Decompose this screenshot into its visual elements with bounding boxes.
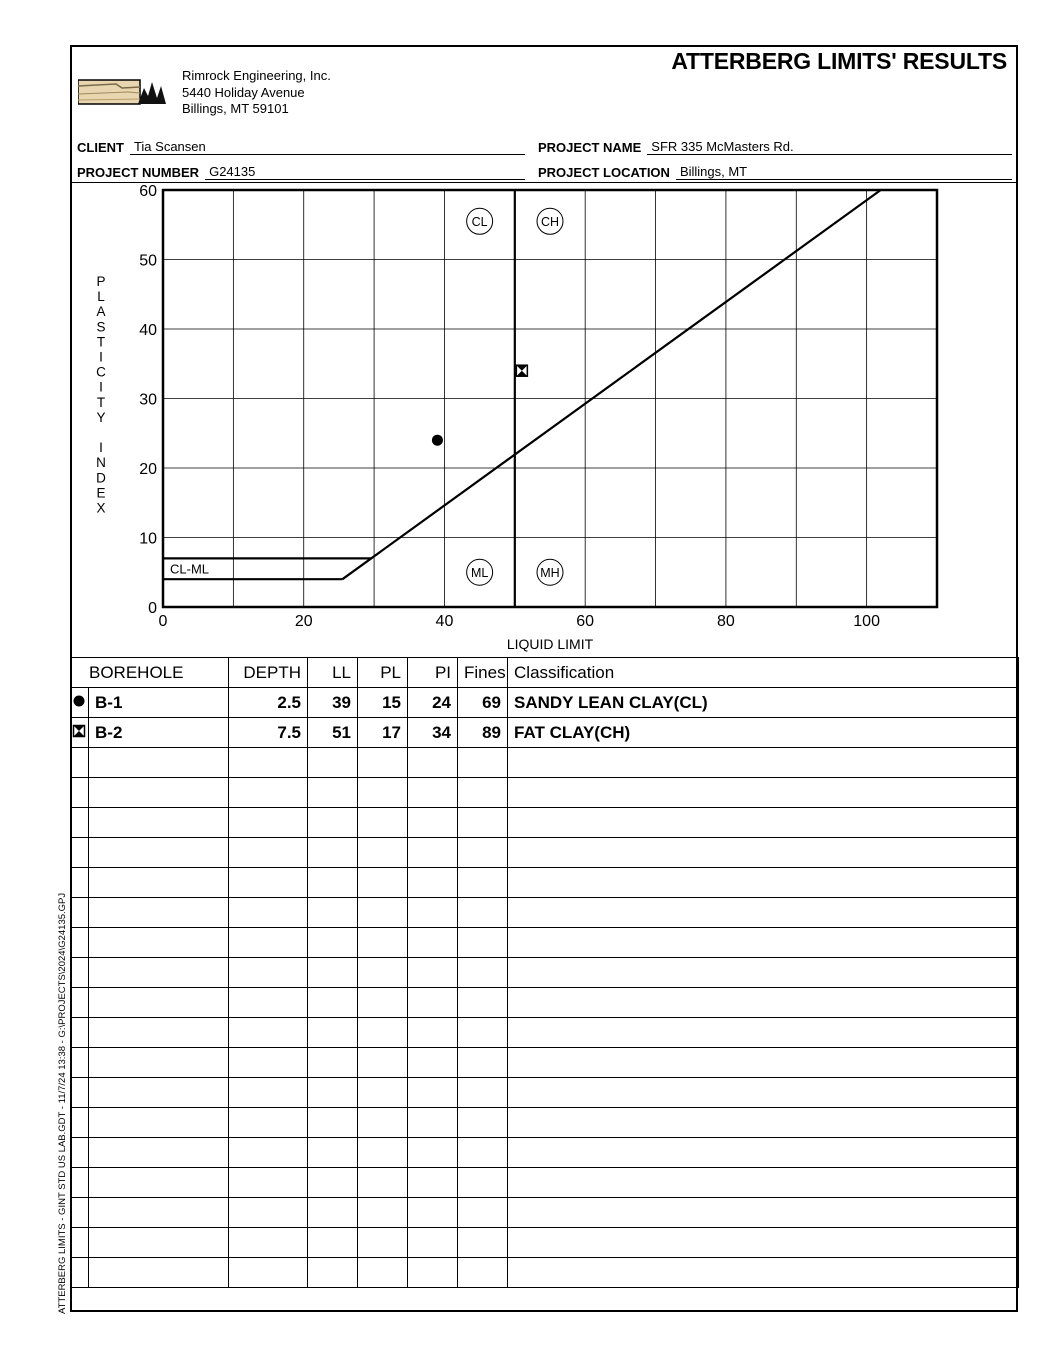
empty-cell: [89, 1078, 229, 1108]
empty-cell: [89, 1258, 229, 1288]
empty-cell: [458, 988, 508, 1018]
row-fines: 89: [458, 718, 508, 748]
empty-cell: [508, 1258, 1019, 1288]
project-number-row: [77, 164, 525, 180]
empty-cell: [408, 868, 458, 898]
empty-cell: [458, 808, 508, 838]
empty-cell: [508, 838, 1019, 868]
empty-cell: [89, 898, 229, 928]
empty-cell: [229, 1048, 308, 1078]
empty-cell: [229, 838, 308, 868]
project-number-label: PROJECT NUMBER: [77, 165, 200, 180]
empty-cell: [229, 1198, 308, 1228]
empty-cell: [408, 808, 458, 838]
x-tick-label: 100: [853, 613, 880, 630]
project-name-value: SFR 335 McMasters Rd.: [647, 139, 1012, 155]
empty-cell: [358, 1228, 408, 1258]
empty-cell: [508, 808, 1019, 838]
row-borehole: B-1: [89, 688, 229, 718]
empty-cell: [458, 1048, 508, 1078]
empty-cell: [71, 958, 89, 988]
project-name-row: [538, 139, 1012, 155]
empty-cell: [308, 1018, 358, 1048]
y-axis-label-char: E: [96, 485, 106, 501]
y-axis-label-char: I: [99, 379, 103, 395]
empty-cell: [229, 1078, 308, 1108]
empty-cell: [508, 898, 1019, 928]
empty-cell: [308, 748, 358, 778]
chart-grid: [163, 190, 937, 607]
empty-cell: [458, 1258, 508, 1288]
empty-table-row: [71, 1018, 1019, 1048]
empty-cell: [71, 1228, 89, 1258]
empty-table-row: [71, 1198, 1019, 1228]
empty-cell: [458, 898, 508, 928]
empty-table-row: [71, 868, 1019, 898]
project-number-value: G24135: [205, 164, 525, 180]
company-address-line2: Billings, MT 59101: [182, 101, 289, 116]
y-tick-label: 30: [139, 391, 157, 409]
row-ll: 39: [308, 688, 358, 718]
empty-cell: [71, 1048, 89, 1078]
row-pl: 15: [358, 688, 408, 718]
empty-cell: [308, 988, 358, 1018]
empty-cell: [458, 1078, 508, 1108]
empty-table-row: [71, 1258, 1019, 1288]
empty-cell: [71, 1168, 89, 1198]
empty-cell: [229, 1258, 308, 1288]
y-tick-label: 0: [148, 600, 157, 617]
x-tick-label: 20: [294, 613, 313, 630]
y-axis-label-char: Y: [96, 409, 106, 425]
project-name-label: PROJECT NAME: [538, 140, 642, 155]
empty-cell: [508, 1198, 1019, 1228]
empty-cell: [71, 1138, 89, 1168]
y-axis-label-char: C: [96, 364, 106, 380]
empty-cell: [508, 1138, 1019, 1168]
header-pl: PL: [358, 658, 408, 688]
empty-cell: [229, 898, 308, 928]
chart-ticks: [139, 183, 880, 630]
empty-table-row: [71, 1078, 1019, 1108]
y-axis-label: [96, 274, 106, 516]
empty-table-row: [71, 748, 1019, 778]
row-classification: FAT CLAY(CH): [508, 718, 1019, 748]
empty-cell: [308, 868, 358, 898]
empty-cell: [229, 1138, 308, 1168]
empty-cell: [358, 1258, 408, 1288]
empty-table-row: [71, 1108, 1019, 1138]
empty-cell: [89, 838, 229, 868]
y-axis-label-char: T: [96, 394, 106, 410]
empty-cell: [89, 1168, 229, 1198]
empty-cell: [229, 1108, 308, 1138]
empty-cell: [308, 1078, 358, 1108]
empty-cell: [358, 1048, 408, 1078]
chart-points: [432, 365, 527, 446]
zone-label: CL: [471, 214, 488, 229]
company-logo: [78, 76, 168, 106]
empty-cell: [71, 988, 89, 1018]
row-pi: 34: [408, 718, 458, 748]
empty-cell: [89, 988, 229, 1018]
empty-cell: [358, 778, 408, 808]
empty-cell: [308, 958, 358, 988]
y-axis-label-char: T: [96, 334, 106, 350]
empty-cell: [71, 868, 89, 898]
empty-cell: [229, 1168, 308, 1198]
empty-cell: [358, 808, 408, 838]
x-axis-label: LIQUID LIMIT: [506, 636, 594, 652]
client-value: Tia Scansen: [130, 139, 525, 155]
empty-table-row: [71, 958, 1019, 988]
empty-cell: [508, 748, 1019, 778]
empty-cell: [508, 1168, 1019, 1198]
empty-cell: [308, 838, 358, 868]
header-ll: LL: [308, 658, 358, 688]
report-title: ATTERBERG LIMITS' RESULTS: [671, 48, 1007, 74]
empty-cell: [71, 1018, 89, 1048]
empty-cell: [358, 988, 408, 1018]
row-depth: 2.5: [229, 688, 308, 718]
data-point-b-1: [432, 435, 443, 446]
empty-cell: [308, 1048, 358, 1078]
header-borehole: BOREHOLE: [71, 658, 229, 688]
x-tick-label: 80: [717, 613, 735, 630]
empty-cell: [508, 1078, 1019, 1108]
empty-cell: [508, 1228, 1019, 1258]
empty-cell: [71, 808, 89, 838]
empty-cell: [308, 1258, 358, 1288]
zone-label-cl-ml: CL-ML: [170, 561, 210, 577]
y-axis-label-char: S: [96, 319, 106, 335]
zone-label: ML: [470, 565, 489, 580]
empty-cell: [358, 1198, 408, 1228]
empty-cell: [71, 1198, 89, 1228]
empty-cell: [408, 1168, 458, 1198]
empty-cell: [508, 988, 1019, 1018]
empty-cell: [229, 778, 308, 808]
empty-cell: [408, 898, 458, 928]
empty-cell: [89, 1138, 229, 1168]
header-pi: PI: [408, 658, 458, 688]
empty-cell: [458, 1108, 508, 1138]
empty-cell: [308, 778, 358, 808]
empty-cell: [408, 1108, 458, 1138]
empty-cell: [408, 748, 458, 778]
empty-cell: [358, 928, 408, 958]
empty-cell: [308, 1138, 358, 1168]
x-tick-label: 0: [158, 613, 168, 630]
y-axis-label-char: I: [99, 440, 103, 456]
company-block: [182, 68, 331, 118]
empty-cell: [458, 928, 508, 958]
empty-cell: [408, 958, 458, 988]
empty-cell: [458, 1138, 508, 1168]
empty-cell: [89, 958, 229, 988]
empty-cell: [408, 1018, 458, 1048]
empty-cell: [358, 898, 408, 928]
file-path-footer: ATTERBERG LIMITS - GINT STD US LAB.GDT - 11/7/24 13:38 - G:\PROJECTS\2024\G24135.GPJ: [57, 892, 68, 1314]
empty-cell: [71, 928, 89, 958]
empty-table-row: [71, 808, 1019, 838]
y-axis-label-char: X: [96, 500, 106, 516]
x-tick-label: 40: [435, 613, 454, 630]
empty-cell: [458, 868, 508, 898]
empty-table-row: [71, 1228, 1019, 1258]
table-row: [71, 718, 1019, 748]
y-tick-label: 60: [139, 183, 157, 200]
empty-cell: [408, 1258, 458, 1288]
empty-cell: [71, 1108, 89, 1138]
row-borehole: B-2: [89, 718, 229, 748]
empty-cell: [408, 1198, 458, 1228]
empty-cell: [408, 838, 458, 868]
y-axis-label-char: D: [96, 470, 106, 486]
empty-cell: [358, 868, 408, 898]
empty-cell: [358, 748, 408, 778]
empty-cell: [89, 808, 229, 838]
empty-cell: [89, 1228, 229, 1258]
empty-cell: [308, 1108, 358, 1138]
empty-table-row: [71, 898, 1019, 928]
empty-cell: [71, 778, 89, 808]
y-tick-label: 20: [139, 461, 157, 478]
row-ll: 51: [308, 718, 358, 748]
empty-cell: [408, 928, 458, 958]
empty-cell: [458, 1198, 508, 1228]
empty-cell: [308, 928, 358, 958]
y-tick-label: 40: [139, 322, 157, 339]
empty-cell: [358, 1138, 408, 1168]
empty-cell: [89, 1198, 229, 1228]
plasticity-chart: [70, 182, 1018, 657]
project-location-row: [538, 164, 1012, 180]
empty-cell: [71, 1078, 89, 1108]
zone-label: CH: [540, 214, 560, 229]
empty-cell: [358, 1078, 408, 1108]
circle-marker-icon: [71, 688, 89, 718]
row-fines: 69: [458, 688, 508, 718]
table-row: [71, 688, 1019, 718]
empty-cell: [71, 838, 89, 868]
empty-cell: [89, 778, 229, 808]
empty-cell: [89, 928, 229, 958]
project-location-label: PROJECT LOCATION: [538, 165, 670, 180]
company-name: Rimrock Engineering, Inc.: [182, 68, 331, 83]
empty-cell: [458, 1168, 508, 1198]
empty-cell: [308, 1228, 358, 1258]
empty-cell: [408, 1138, 458, 1168]
empty-cell: [229, 928, 308, 958]
y-axis-label-char: I: [99, 349, 103, 365]
y-axis-label-char: P: [96, 274, 106, 289]
y-tick-label: 10: [139, 530, 157, 548]
empty-cell: [508, 928, 1019, 958]
y-axis-label-char: A: [96, 304, 106, 320]
empty-cell: [71, 748, 89, 778]
y-axis-label-char: L: [97, 289, 105, 305]
empty-table-row: [71, 988, 1019, 1018]
empty-cell: [358, 1168, 408, 1198]
zone-label: MH: [540, 565, 560, 580]
project-location-value: Billings, MT: [676, 164, 1012, 180]
empty-table-row: [71, 928, 1019, 958]
empty-cell: [229, 748, 308, 778]
row-pi: 24: [408, 688, 458, 718]
table-header-row: [71, 658, 1019, 688]
empty-cell: [71, 898, 89, 928]
empty-cell: [458, 838, 508, 868]
empty-cell: [89, 1018, 229, 1048]
y-tick-label: 50: [139, 252, 157, 270]
empty-cell: [508, 778, 1019, 808]
empty-cell: [89, 748, 229, 778]
empty-cell: [508, 868, 1019, 898]
empty-cell: [308, 808, 358, 838]
empty-cell: [458, 1228, 508, 1258]
empty-cell: [508, 1108, 1019, 1138]
row-pl: 17: [358, 718, 408, 748]
empty-cell: [508, 958, 1019, 988]
empty-cell: [408, 1048, 458, 1078]
header-fines: Fines: [458, 658, 508, 688]
empty-cell: [458, 958, 508, 988]
empty-cell: [408, 1078, 458, 1108]
company-address-line1: 5440 Holiday Avenue: [182, 84, 305, 100]
row-depth: 7.5: [229, 718, 308, 748]
data-point-b-2: [516, 365, 527, 376]
empty-cell: [358, 1108, 408, 1138]
empty-table-row: [71, 1168, 1019, 1198]
empty-cell: [89, 868, 229, 898]
header-depth: DEPTH: [229, 658, 308, 688]
empty-cell: [458, 1018, 508, 1048]
client-row: [77, 139, 525, 155]
empty-cell: [308, 1168, 358, 1198]
empty-cell: [308, 898, 358, 928]
empty-cell: [229, 958, 308, 988]
empty-cell: [508, 1048, 1019, 1078]
empty-table-row: [71, 778, 1019, 808]
empty-cell: [458, 748, 508, 778]
empty-cell: [229, 1228, 308, 1258]
empty-cell: [308, 1198, 358, 1228]
empty-cell: [358, 838, 408, 868]
empty-table-row: [71, 1048, 1019, 1078]
header-classification: Classification: [508, 658, 1019, 688]
y-axis-label-char: N: [96, 455, 106, 471]
a-line: [342, 190, 880, 579]
empty-cell: [358, 1018, 408, 1048]
empty-cell: [408, 778, 458, 808]
row-classification: SANDY LEAN CLAY(CL): [508, 688, 1019, 718]
empty-cell: [229, 868, 308, 898]
empty-cell: [358, 958, 408, 988]
empty-cell: [89, 1108, 229, 1138]
client-label: CLIENT: [77, 140, 124, 155]
y-axis-label-char: [99, 425, 103, 440]
empty-cell: [229, 1018, 308, 1048]
empty-cell: [508, 1018, 1019, 1048]
empty-table-row: [71, 838, 1019, 868]
empty-cell: [408, 988, 458, 1018]
empty-cell: [408, 1228, 458, 1258]
empty-cell: [229, 808, 308, 838]
empty-table-row: [71, 1138, 1019, 1168]
hourglass-marker-icon: [71, 718, 89, 748]
results-table: [70, 657, 1019, 1288]
empty-cell: [89, 1048, 229, 1078]
empty-cell: [71, 1258, 89, 1288]
empty-cell: [229, 988, 308, 1018]
empty-cell: [458, 778, 508, 808]
x-tick-label: 60: [576, 613, 595, 630]
